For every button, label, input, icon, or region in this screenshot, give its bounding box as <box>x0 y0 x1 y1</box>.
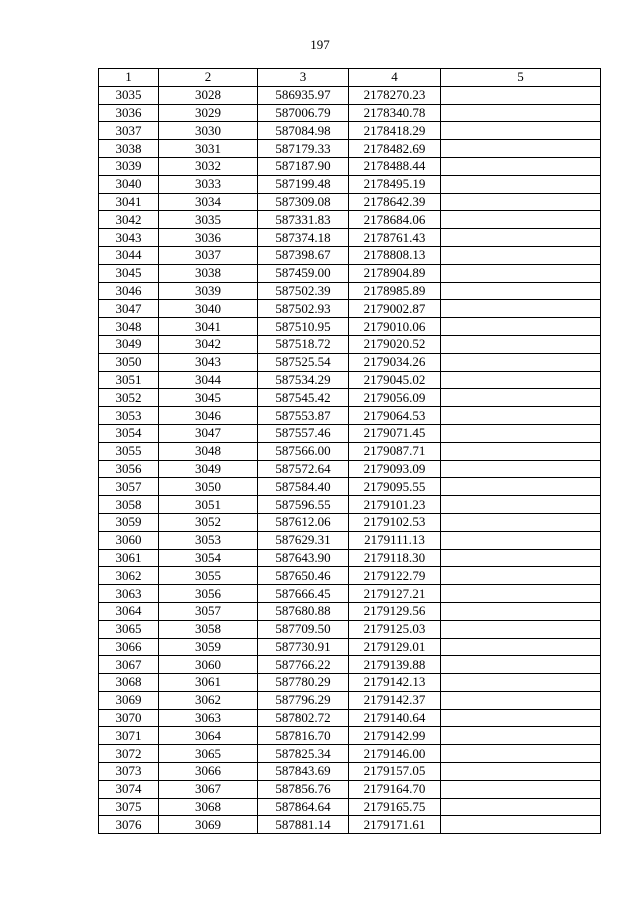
y-coordinate-cell: 2179102.53 <box>349 513 441 531</box>
previous-number-cell: 3059 <box>159 638 258 656</box>
y-coordinate-cell: 2179122.79 <box>349 567 441 585</box>
note-cell <box>441 513 601 531</box>
point-number-cell: 3036 <box>99 104 159 122</box>
x-coordinate-cell: 587199.48 <box>258 175 349 193</box>
previous-number-cell: 3034 <box>159 193 258 211</box>
point-number-cell: 3050 <box>99 353 159 371</box>
point-number-cell: 3052 <box>99 389 159 407</box>
note-cell <box>441 780 601 798</box>
y-coordinate-cell: 2179020.52 <box>349 335 441 353</box>
column-header-4: 4 <box>349 69 441 87</box>
x-coordinate-cell: 587643.90 <box>258 549 349 567</box>
y-coordinate-cell: 2178642.39 <box>349 193 441 211</box>
previous-number-cell: 3051 <box>159 496 258 514</box>
y-coordinate-cell: 2179056.09 <box>349 389 441 407</box>
point-number-cell: 3049 <box>99 335 159 353</box>
point-number-cell: 3057 <box>99 478 159 496</box>
note-cell <box>441 567 601 585</box>
previous-number-cell: 3057 <box>159 602 258 620</box>
note-cell <box>441 549 601 567</box>
y-coordinate-cell: 2179111.13 <box>349 531 441 549</box>
previous-number-cell: 3067 <box>159 780 258 798</box>
note-cell <box>441 763 601 781</box>
note-cell <box>441 86 601 104</box>
x-coordinate-cell: 587766.22 <box>258 656 349 674</box>
table-row <box>99 335 601 353</box>
table-row <box>99 300 601 318</box>
previous-number-cell: 3037 <box>159 246 258 264</box>
point-number-cell: 3064 <box>99 602 159 620</box>
y-coordinate-cell: 2179127.21 <box>349 585 441 603</box>
x-coordinate-cell: 587566.00 <box>258 442 349 460</box>
y-coordinate-cell: 2179129.56 <box>349 602 441 620</box>
note-cell <box>441 300 601 318</box>
previous-number-cell: 3066 <box>159 763 258 781</box>
table-row <box>99 460 601 478</box>
note-cell <box>441 282 601 300</box>
table-row <box>99 513 601 531</box>
table-row <box>99 193 601 211</box>
column-header-3: 3 <box>258 69 349 87</box>
table-row <box>99 318 601 336</box>
previous-number-cell: 3065 <box>159 745 258 763</box>
y-coordinate-cell: 2179071.45 <box>349 424 441 442</box>
point-number-cell: 3056 <box>99 460 159 478</box>
table-row <box>99 86 601 104</box>
point-number-cell: 3055 <box>99 442 159 460</box>
point-number-cell: 3060 <box>99 531 159 549</box>
table-row <box>99 478 601 496</box>
y-coordinate-cell: 2179125.03 <box>349 620 441 638</box>
x-coordinate-cell: 587596.55 <box>258 496 349 514</box>
x-coordinate-cell: 586935.97 <box>258 86 349 104</box>
y-coordinate-cell: 2179142.37 <box>349 691 441 709</box>
previous-number-cell: 3058 <box>159 620 258 638</box>
y-coordinate-cell: 2179140.64 <box>349 709 441 727</box>
table-row <box>99 175 601 193</box>
x-coordinate-cell: 587502.93 <box>258 300 349 318</box>
table-row <box>99 638 601 656</box>
point-number-cell: 3040 <box>99 175 159 193</box>
note-cell <box>441 798 601 816</box>
point-number-cell: 3063 <box>99 585 159 603</box>
previous-number-cell: 3054 <box>159 549 258 567</box>
y-coordinate-cell: 2178495.19 <box>349 175 441 193</box>
table-row <box>99 353 601 371</box>
note-cell <box>441 353 601 371</box>
y-coordinate-cell: 2178761.43 <box>349 229 441 247</box>
x-coordinate-cell: 587816.70 <box>258 727 349 745</box>
note-cell <box>441 157 601 175</box>
note-cell <box>441 318 601 336</box>
y-coordinate-cell: 2179095.55 <box>349 478 441 496</box>
note-cell <box>441 140 601 158</box>
y-coordinate-cell: 2179101.23 <box>349 496 441 514</box>
point-number-cell: 3035 <box>99 86 159 104</box>
table-row <box>99 246 601 264</box>
table-row <box>99 674 601 692</box>
x-coordinate-cell: 587612.06 <box>258 513 349 531</box>
point-number-cell: 3069 <box>99 691 159 709</box>
note-cell <box>441 816 601 834</box>
x-coordinate-cell: 587825.34 <box>258 745 349 763</box>
table-row <box>99 763 601 781</box>
previous-number-cell: 3033 <box>159 175 258 193</box>
previous-number-cell: 3055 <box>159 567 258 585</box>
table-row <box>99 407 601 425</box>
table-header <box>99 69 601 87</box>
table-row <box>99 104 601 122</box>
point-number-cell: 3047 <box>99 300 159 318</box>
point-number-cell: 3075 <box>99 798 159 816</box>
point-number-cell: 3074 <box>99 780 159 798</box>
x-coordinate-cell: 587309.08 <box>258 193 349 211</box>
x-coordinate-cell: 587650.46 <box>258 567 349 585</box>
previous-number-cell: 3046 <box>159 407 258 425</box>
x-coordinate-cell: 587780.29 <box>258 674 349 692</box>
previous-number-cell: 3048 <box>159 442 258 460</box>
note-cell <box>441 745 601 763</box>
x-coordinate-cell: 587510.95 <box>258 318 349 336</box>
previous-number-cell: 3030 <box>159 122 258 140</box>
y-coordinate-cell: 2179118.30 <box>349 549 441 567</box>
point-number-cell: 3048 <box>99 318 159 336</box>
y-coordinate-cell: 2178482.69 <box>349 140 441 158</box>
note-cell <box>441 496 601 514</box>
previous-number-cell: 3042 <box>159 335 258 353</box>
x-coordinate-cell: 587864.64 <box>258 798 349 816</box>
y-coordinate-cell: 2178904.89 <box>349 264 441 282</box>
y-coordinate-cell: 2178488.44 <box>349 157 441 175</box>
y-coordinate-cell: 2179139.88 <box>349 656 441 674</box>
note-cell <box>441 246 601 264</box>
y-coordinate-cell: 2178418.29 <box>349 122 441 140</box>
point-number-cell: 3054 <box>99 424 159 442</box>
table-row <box>99 745 601 763</box>
x-coordinate-cell: 587796.29 <box>258 691 349 709</box>
point-number-cell: 3061 <box>99 549 159 567</box>
x-coordinate-cell: 587730.91 <box>258 638 349 656</box>
table-row <box>99 816 601 834</box>
note-cell <box>441 424 601 442</box>
table-row <box>99 567 601 585</box>
table-body <box>99 86 601 833</box>
previous-number-cell: 3044 <box>159 371 258 389</box>
column-header-5: 5 <box>441 69 601 87</box>
table-row <box>99 264 601 282</box>
note-cell <box>441 620 601 638</box>
x-coordinate-cell: 587525.54 <box>258 353 349 371</box>
point-number-cell: 3044 <box>99 246 159 264</box>
point-number-cell: 3051 <box>99 371 159 389</box>
x-coordinate-cell: 587557.46 <box>258 424 349 442</box>
previous-number-cell: 3036 <box>159 229 258 247</box>
y-coordinate-cell: 2179142.99 <box>349 727 441 745</box>
x-coordinate-cell: 587843.69 <box>258 763 349 781</box>
previous-number-cell: 3047 <box>159 424 258 442</box>
previous-number-cell: 3052 <box>159 513 258 531</box>
y-coordinate-cell: 2179010.06 <box>349 318 441 336</box>
x-coordinate-cell: 587802.72 <box>258 709 349 727</box>
y-coordinate-cell: 2179164.70 <box>349 780 441 798</box>
point-number-cell: 3076 <box>99 816 159 834</box>
table-row <box>99 371 601 389</box>
previous-number-cell: 3049 <box>159 460 258 478</box>
page-number: 197 <box>310 37 330 52</box>
table-row <box>99 442 601 460</box>
note-cell <box>441 531 601 549</box>
column-header-1: 1 <box>99 69 159 87</box>
note-cell <box>441 175 601 193</box>
point-number-cell: 3053 <box>99 407 159 425</box>
x-coordinate-cell: 587881.14 <box>258 816 349 834</box>
point-number-cell: 3068 <box>99 674 159 692</box>
note-cell <box>441 211 601 229</box>
note-cell <box>441 691 601 709</box>
table-row <box>99 602 601 620</box>
note-cell <box>441 585 601 603</box>
table-row <box>99 211 601 229</box>
y-coordinate-cell: 2178985.89 <box>349 282 441 300</box>
point-number-cell: 3073 <box>99 763 159 781</box>
previous-number-cell: 3060 <box>159 656 258 674</box>
coordinates-table <box>98 68 601 834</box>
point-number-cell: 3066 <box>99 638 159 656</box>
x-coordinate-cell: 587459.00 <box>258 264 349 282</box>
table-row <box>99 656 601 674</box>
point-number-cell: 3058 <box>99 496 159 514</box>
y-coordinate-cell: 2179165.75 <box>349 798 441 816</box>
table-row <box>99 229 601 247</box>
note-cell <box>441 478 601 496</box>
x-coordinate-cell: 587534.29 <box>258 371 349 389</box>
previous-number-cell: 3068 <box>159 798 258 816</box>
previous-number-cell: 3062 <box>159 691 258 709</box>
y-coordinate-cell: 2179146.00 <box>349 745 441 763</box>
previous-number-cell: 3045 <box>159 389 258 407</box>
table-row <box>99 549 601 567</box>
point-number-cell: 3070 <box>99 709 159 727</box>
previous-number-cell: 3031 <box>159 140 258 158</box>
note-cell <box>441 407 601 425</box>
table-row <box>99 140 601 158</box>
y-coordinate-cell: 2179142.13 <box>349 674 441 692</box>
x-coordinate-cell: 587502.39 <box>258 282 349 300</box>
y-coordinate-cell: 2178340.78 <box>349 104 441 122</box>
note-cell <box>441 371 601 389</box>
x-coordinate-cell: 587398.67 <box>258 246 349 264</box>
note-cell <box>441 656 601 674</box>
note-cell <box>441 674 601 692</box>
x-coordinate-cell: 587331.83 <box>258 211 349 229</box>
x-coordinate-cell: 587584.40 <box>258 478 349 496</box>
note-cell <box>441 229 601 247</box>
point-number-cell: 3041 <box>99 193 159 211</box>
previous-number-cell: 3035 <box>159 211 258 229</box>
table-row <box>99 122 601 140</box>
x-coordinate-cell: 587518.72 <box>258 335 349 353</box>
point-number-cell: 3059 <box>99 513 159 531</box>
previous-number-cell: 3041 <box>159 318 258 336</box>
previous-number-cell: 3069 <box>159 816 258 834</box>
y-coordinate-cell: 2179034.26 <box>349 353 441 371</box>
previous-number-cell: 3061 <box>159 674 258 692</box>
table-row <box>99 691 601 709</box>
point-number-cell: 3042 <box>99 211 159 229</box>
column-header-2: 2 <box>159 69 258 87</box>
point-number-cell: 3045 <box>99 264 159 282</box>
table-row <box>99 496 601 514</box>
table-row <box>99 424 601 442</box>
note-cell <box>441 335 601 353</box>
previous-number-cell: 3043 <box>159 353 258 371</box>
previous-number-cell: 3050 <box>159 478 258 496</box>
x-coordinate-cell: 587179.33 <box>258 140 349 158</box>
y-coordinate-cell: 2179171.61 <box>349 816 441 834</box>
point-number-cell: 3067 <box>99 656 159 674</box>
point-number-cell: 3071 <box>99 727 159 745</box>
y-coordinate-cell: 2179064.53 <box>349 407 441 425</box>
previous-number-cell: 3053 <box>159 531 258 549</box>
x-coordinate-cell: 587680.88 <box>258 602 349 620</box>
note-cell <box>441 104 601 122</box>
x-coordinate-cell: 587709.50 <box>258 620 349 638</box>
table-row <box>99 620 601 638</box>
table-row <box>99 780 601 798</box>
previous-number-cell: 3038 <box>159 264 258 282</box>
point-number-cell: 3039 <box>99 157 159 175</box>
x-coordinate-cell: 587629.31 <box>258 531 349 549</box>
note-cell <box>441 442 601 460</box>
table-row <box>99 389 601 407</box>
y-coordinate-cell: 2179045.02 <box>349 371 441 389</box>
previous-number-cell: 3040 <box>159 300 258 318</box>
table-row <box>99 709 601 727</box>
point-number-cell: 3043 <box>99 229 159 247</box>
x-coordinate-cell: 587666.45 <box>258 585 349 603</box>
point-number-cell: 3037 <box>99 122 159 140</box>
x-coordinate-cell: 587545.42 <box>258 389 349 407</box>
previous-number-cell: 3056 <box>159 585 258 603</box>
previous-number-cell: 3029 <box>159 104 258 122</box>
header-row <box>99 69 601 87</box>
table-row <box>99 531 601 549</box>
note-cell <box>441 389 601 407</box>
previous-number-cell: 3032 <box>159 157 258 175</box>
note-cell <box>441 264 601 282</box>
y-coordinate-cell: 2179093.09 <box>349 460 441 478</box>
note-cell <box>441 460 601 478</box>
note-cell <box>441 638 601 656</box>
previous-number-cell: 3063 <box>159 709 258 727</box>
previous-number-cell: 3028 <box>159 86 258 104</box>
point-number-cell: 3065 <box>99 620 159 638</box>
point-number-cell: 3062 <box>99 567 159 585</box>
x-coordinate-cell: 587572.64 <box>258 460 349 478</box>
note-cell <box>441 602 601 620</box>
point-number-cell: 3046 <box>99 282 159 300</box>
note-cell <box>441 727 601 745</box>
y-coordinate-cell: 2179087.71 <box>349 442 441 460</box>
table-row <box>99 282 601 300</box>
table-row <box>99 727 601 745</box>
x-coordinate-cell: 587856.76 <box>258 780 349 798</box>
y-coordinate-cell: 2179129.01 <box>349 638 441 656</box>
x-coordinate-cell: 587006.79 <box>258 104 349 122</box>
y-coordinate-cell: 2179002.87 <box>349 300 441 318</box>
note-cell <box>441 122 601 140</box>
note-cell <box>441 193 601 211</box>
point-number-cell: 3072 <box>99 745 159 763</box>
x-coordinate-cell: 587374.18 <box>258 229 349 247</box>
y-coordinate-cell: 2179157.05 <box>349 763 441 781</box>
y-coordinate-cell: 2178684.06 <box>349 211 441 229</box>
x-coordinate-cell: 587553.87 <box>258 407 349 425</box>
y-coordinate-cell: 2178808.13 <box>349 246 441 264</box>
table-row <box>99 798 601 816</box>
x-coordinate-cell: 587084.98 <box>258 122 349 140</box>
x-coordinate-cell: 587187.90 <box>258 157 349 175</box>
previous-number-cell: 3039 <box>159 282 258 300</box>
table-row <box>99 585 601 603</box>
y-coordinate-cell: 2178270.23 <box>349 86 441 104</box>
previous-number-cell: 3064 <box>159 727 258 745</box>
note-cell <box>441 709 601 727</box>
table-row <box>99 157 601 175</box>
point-number-cell: 3038 <box>99 140 159 158</box>
